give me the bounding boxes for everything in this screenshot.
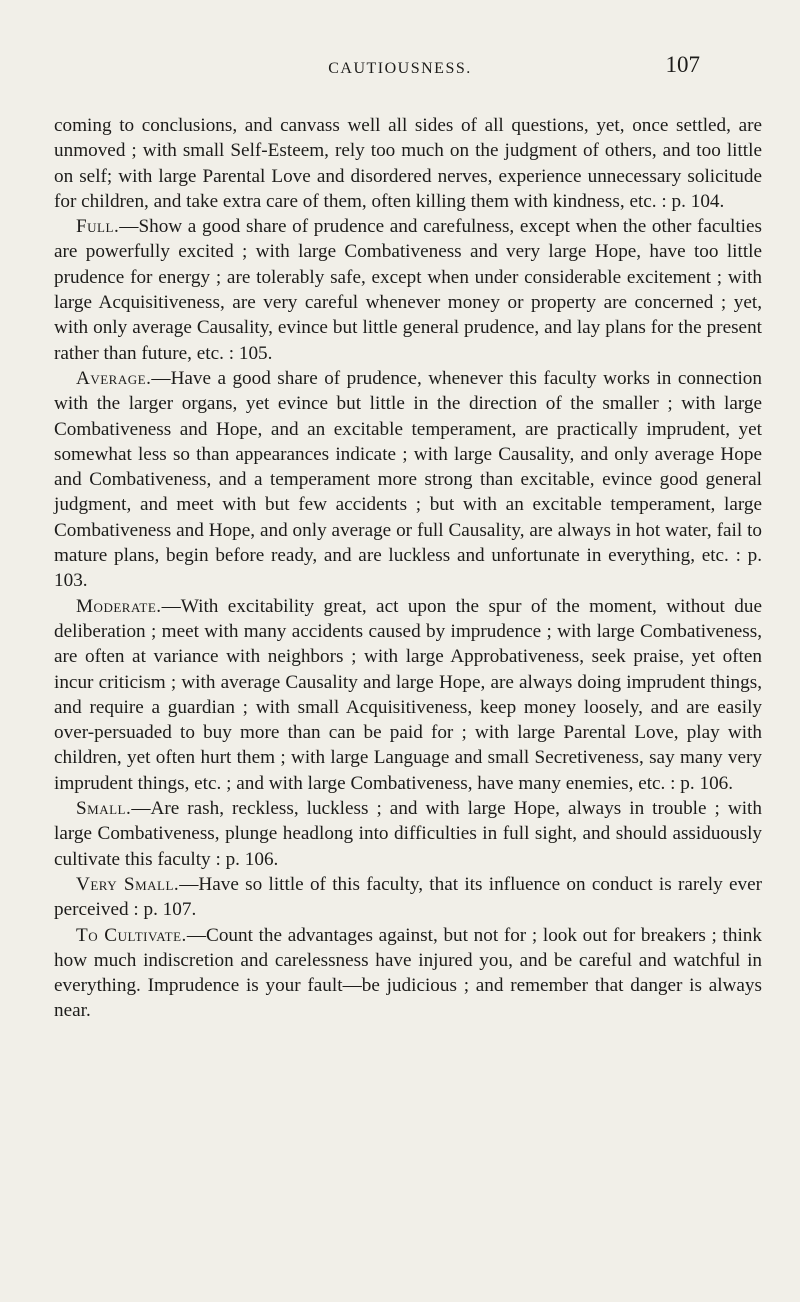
section-label-full: Full. [76, 216, 120, 238]
paragraph-text: —Have a good share of prudence, whenever this faculty works in connection with the larger organs, yet evince but little in the direction of the smaller ; with large Combativeness and Hope, and an excitable temperament, are practically imprudent, yet somewhat less so than appearances indicate ; with large Causality, and only average Hope and Combativeness, and a temperament more strong than excitable, evince good general judgment, and meet with but few accidents ; but with an excitable temperament, large Combativeness and Hope, and only average or full Causality, are always in hot water, fail to mature plans, begin before ready, and are luckless and unfortunate in everything, etc. : p. 103. [54, 367, 762, 592]
section-label-average: Average. [76, 367, 152, 389]
section-label-moderate: Moderate. [76, 595, 162, 617]
section-label-to-cultivate: To Cultivate. [76, 924, 187, 946]
paragraph-text: —Have so little of this faculty, that its influence on conduct is rarely ever perceived : p. 107. [54, 873, 762, 921]
section-label-very-small: Very Small. [76, 873, 180, 895]
paragraph-text: —Are rash, reckless, luckless ; and with large Hope, always in trouble ; with large Combativeness, plunge headlong into difficulties in full sight, and should assiduously cultivate this faculty : p. 106. [54, 798, 762, 870]
paragraph-text: —With excitability great, act upon the spur of the moment, without due deliberation ; meet with many accidents caused by imprudence ; with large Combativeness, are often at variance with neighbors ; with large Approbativeness, seek praise, yet often incur criticism ; with average Causality and large Hope, are always doing imprudent things, and require a guardian ; with small Acquisitiveness, keep money loosely, and are easily over-persuaded to buy more than can be paid for ; with large Parental Love, play with children, yet often hurt them ; with large Language and small Secretiveness, say many very imprudent things, etc. ; and with large Combativeness, have many enemies, etc. : p. 106. [54, 595, 762, 794]
paragraph-small [54, 796, 762, 872]
paragraph-text: —Count the advantages against, but not for ; look out for breakers ; think how much indiscretion and carelessness have injured you, and be careful and watchful in everything. Imprudence is your fault—be judicious ; and remember that danger is always near. [54, 924, 762, 1022]
paragraph-average [54, 366, 762, 594]
body-text [54, 113, 762, 1024]
paragraph-to-cultivate [54, 923, 762, 1024]
paragraph-full [54, 214, 762, 366]
paragraph-continuation [54, 113, 762, 214]
paragraph-very-small [54, 872, 762, 923]
page-number: 107 [665, 52, 700, 77]
paragraph-moderate [54, 594, 762, 796]
paragraph-text: —Show a good share of prudence and carefulness, except when the other faculties are powerfully excited ; with large Combativeness and very large Hope, have too little prudence for energy ; are tolerably safe, except when under considerable excitement ; with large Acquisitiveness, are very careful whenever money or property are concerned ; yet, with only average Causality, evince but little general prudence, and lay plans for the present rather than future, etc. : 105. [54, 216, 762, 364]
paragraph-text: coming to conclusions, and canvass well all sides of all questions, yet, once settled, are unmoved ; with small Self-Esteem, rely too much on the judgment of others, and too little on self; with large Parental Love and disordered nerves, experience unnecessary solicitude for children, and take extra care of them, often killing them with kindness, etc. : p. 104. [54, 115, 762, 212]
section-label-small: Small. [76, 798, 132, 820]
running-head: CAUTIOUSNESS. [328, 60, 472, 77]
